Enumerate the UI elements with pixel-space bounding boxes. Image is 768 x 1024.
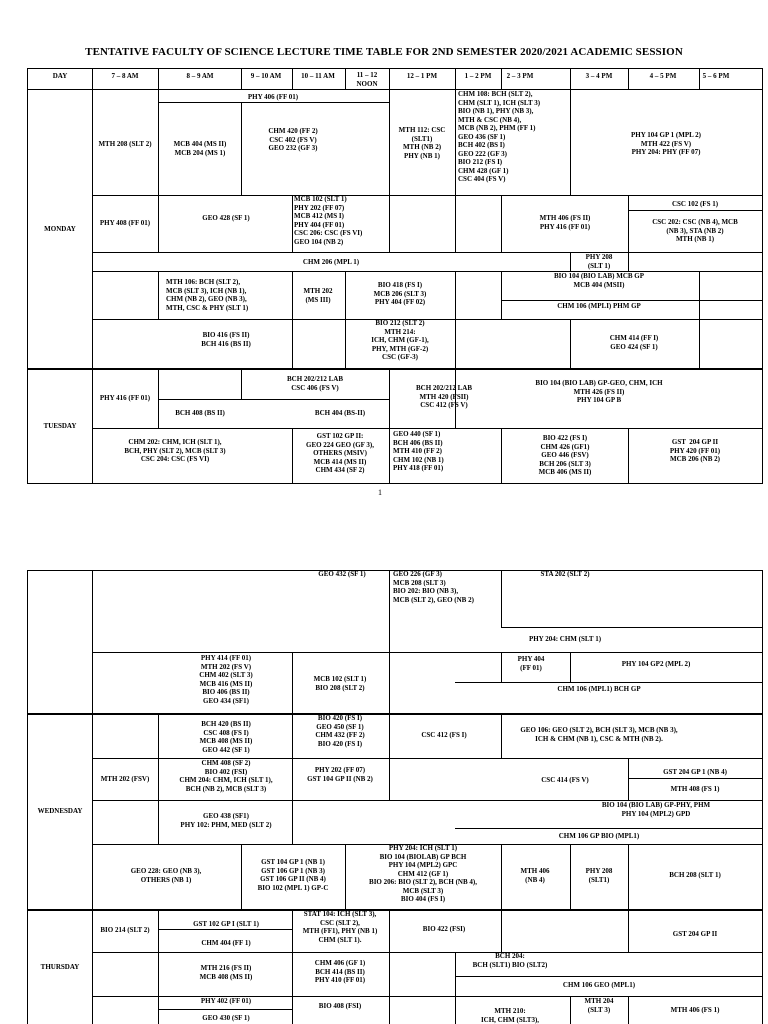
col-line [389,952,390,996]
cell: BIO 416 (FS II) BCH 416 (BS II) [201,331,251,348]
cell: MTH 406 (NB 4) [520,867,550,884]
cell: CHM 106 (MPL1) BCH GP [557,685,641,693]
page-title: TENTATIVE FACULTY OF SCIENCE LECTURE TIME TABLE FOR 2ND SEMESTER 2020/2021 ACADEMIC SESSION [85,46,683,58]
cell: PHY 408 (FF 01) [99,219,151,227]
row-line [92,252,763,253]
col-line [628,195,629,252]
cell: GST 104 GP 1 (NB 1) GST 106 GP 1 (NB 3) GST 106 GP II (NB 4) BIO 102 (MPL 1) GP-C [257,858,329,892]
cell: MTH 106: BCH (SLT 2), MCB (SLT 3), ICH (NB 1), CHM (NB 2), GEO (NB 3), MTH, CSC & PHY (SLT 1) [166,278,249,312]
col-line [570,252,571,271]
header-7am: 7 – 8 AM [111,72,139,80]
cell: BIO 422 (FSI) [422,925,466,933]
cell: MTH 202 (MS III) [303,287,333,304]
col-line [92,68,93,484]
col-line [241,102,242,195]
col-line [158,910,159,1024]
cell: GST 102 GP I (SLT 1) [193,920,259,928]
col-line [570,319,571,368]
cell: PHY 204: ICH (SLT 1) BIO 104 (BIOLAB) GP BCH PHY 104 (MPL2) GPC CHM 412 (GF 1) BIO 206: BIO (SLT 2), BCH (NB 4), MCB (SLT 3) BIO 404 (FS I) [369,844,477,903]
col-line [501,910,502,952]
day-tuesday: TUESDAY [43,422,77,430]
cell: GEO 428 (SF 1) [202,214,250,222]
cell: BIO 104 (BIO LAB) GP-GEO, CHM, ICH MTH 426 (FS II) PHY 104 GP B [535,379,663,404]
cell: CHM 408 (SF 2) BIO 402 (FSI) CHM 204: CHM, ICH (SLT 1), BCH (NB 2), MCB (SLT 3) [179,759,273,793]
cell: BCH 202/212 LAB MTH 420 (FSII) CSC 412 (FS V) [415,384,473,409]
cell: PHY 104 GP 1 (MPL 2) MTH 422 (FS V) PHY 204: PHY (FF 07) [631,131,701,156]
cell: CHM 206 (MPL 1) [302,258,360,266]
cell: GEO 430 (SF 1) [202,1014,250,1022]
day-wednesday: WEDNESDAY [37,807,83,815]
col-line [345,271,346,319]
cell: MTH 208 (SLT 2) [98,140,152,148]
cell: PHY 406 (FF 01) [247,93,299,101]
cell: CSC 412 (FS I) [421,731,467,739]
col-line [389,90,390,195]
col-line [628,758,629,800]
col-line [501,844,502,910]
cell: BCH 408 (BS II) [175,409,225,417]
col-line [501,570,502,627]
cell: GST 102 GP II: GEO 224 GEO (GF 3), OTHERS (MSIV) MCB 414 (MS II) CHM 434 (SF 2) [306,432,374,474]
col-line [570,996,571,1024]
cell: GEO 106: GEO (SLT 2), BCH (SLT 3), MCB (NB 3), ICH & CHM (NB 1), CSC & MTH (NB 2). [520,726,678,743]
col-line [570,652,571,682]
col-line [292,652,293,713]
cell: PHY 104 GP2 (MPL 2) [621,660,691,668]
col-line [345,319,346,368]
cell: BIO 104 (BIO LAB) GP-PHY, PHM PHY 104 (MPL2) GPD [601,801,711,818]
cell: BCH 420 (BS II) CSC 408 (FS I) MCB 408 (MS II) GEO 442 (SF 1) [199,720,253,754]
cell: CSC 414 (FS V) [541,776,589,784]
cell: PHY 202 (FF 07) GST 104 GP II (NB 2) [307,766,373,783]
col-line [158,800,159,844]
cell: GEO 432 (SF 1) [318,570,366,578]
col-line [158,368,159,428]
col-line [699,271,700,319]
header-12pm: 12 – 1 PM [406,72,438,80]
day-divider [27,909,763,911]
cell: MTH 406 (FS II) PHY 416 (FF 01) [539,214,591,231]
day-monday: MONDAY [44,225,76,233]
col-line [628,68,629,90]
col-line [92,570,93,1024]
row-line [455,976,763,977]
col-line [501,714,502,758]
row-line [92,271,763,272]
row-line [628,210,763,211]
cell: BCH 208 (SLT 1) [669,871,721,879]
cell: CHM 420 (FF 2) CSC 402 (FS V) GEO 232 (GF 3) [268,127,318,152]
row-line [158,929,292,930]
row-line [92,195,763,196]
cell: CHM 414 (FF I) GEO 424 (SF 1) [609,334,659,351]
col-line [345,844,346,910]
col-line [158,90,159,195]
col-line [455,195,456,252]
cell: BIO 422 (FS I) CHM 426 (GF1) GEO 446 (FSV) BCH 206 (SLT 3) MCB 406 (MS II) [538,434,592,476]
cell: GEO 440 (SF 1) BCH 406 (BS II) MTH 410 (FF 2) CHM 102 (NB 1) PHY 418 (FF 01) [393,430,444,472]
day-divider [27,713,763,715]
cell: PHY 416 (FF 01) [99,394,151,402]
col-line [455,90,456,195]
col-line [389,428,390,484]
col-line [241,844,242,910]
col-line [455,319,456,368]
col-line [292,319,293,368]
header-2pm: 2 – 3 PM [506,72,534,80]
col-line [389,570,390,652]
cell: GEO 226 (GF 3) MCB 208 (SLT 3) BIO 202: BIO (NB 3), MCB (SLT 2), GEO (NB 2) [393,570,474,604]
header-5pm: 5 – 6 PM [702,72,730,80]
col-line [292,910,293,1024]
col-line [158,271,159,319]
cell: GEO 228: GEO (NB 3), OTHERS (NB 1) [130,867,202,884]
header-4pm: 4 – 5 PM [649,72,677,80]
col-line [455,271,456,319]
col-line [241,68,242,90]
cell: GST 204 GP II PHY 420 (FF 01) MCB 206 (NB 2) [669,438,721,463]
cell: CHM 404 (FF 1) [201,939,251,947]
cell: GST 204 GP II [672,930,718,938]
header-10am: 10 – 11 AM [301,72,335,80]
header-divider [27,89,763,90]
col-line [570,90,571,195]
row-line [158,1009,292,1010]
col-line [501,271,502,319]
col-line [699,319,700,368]
cell: PHY 404 (FF 01) [517,655,545,672]
col-line [628,252,629,271]
row-line [158,399,389,400]
row-line [92,952,763,953]
col-line [158,714,159,800]
cell: CHM 106 GP BIO (MPL1) [558,832,640,840]
cell: MCB 102 (SLT 1) PHY 202 (FF 07) MCB 412 (MS I) PHY 404 (FF 01) CSC 206: CSC (FS VI) GEO 104 (NB 2) [294,195,363,246]
col-line [389,996,390,1024]
col-line [570,844,571,910]
cell: CHM 108: BCH (SLT 2), CHM (SLT 1), ICH (SLT 3) BIO (NB 1), PHY (NB 3), MTH & CSC (NB 4), MCB (NB 2), PHM (FF 1) GEO 436 (SF 1) BCH 402 (BS I) GEO 222 (GF 3) BIO 212 (FS I) CHM 428 (GF 1) CSC 404 (FS V) [458,90,541,183]
col-line [389,714,390,800]
cell: CHM 406 (GF 1) BCH 414 (BS II) PHY 410 (FF 01) [314,959,366,984]
header-3pm: 3 – 4 PM [585,72,613,80]
col-line [292,68,293,90]
table-left-border [27,570,28,1024]
col-line [628,844,629,910]
col-line [292,714,293,800]
col-line [345,68,346,90]
row-line [92,996,763,997]
cell: BIO 418 (FS I) MCB 206 (SLT 3) PHY 404 (FF 02) [373,281,427,306]
col-line [570,68,571,90]
cell: MTH 210: ICH, CHM (SLT3), [480,1007,540,1024]
row-line [92,428,763,429]
col-line [455,952,456,996]
row-line [628,778,763,779]
header-11am: 11 – 12 NOON [356,71,378,88]
cell: PHY 208 (SLT 1) [585,253,613,270]
col-line [699,68,700,90]
cell: PHY 208 (SLT1) [585,867,613,884]
cell: CHM 202: CHM, ICH (SLT 1), BCH, PHY (SLT 2), MCB (SLT 3) CSC 204: CSC (FS VI) [124,438,226,463]
cell: GST 204 GP 1 (NB 4) [663,768,727,776]
col-line [158,68,159,90]
col-line [389,652,390,713]
cell: BCH 404 (BS-II) [314,409,366,417]
col-line [389,910,390,952]
cell: CSC 102 (FS 1) [671,200,719,208]
col-line [455,68,456,90]
day-thursday: THURSDAY [40,963,80,971]
row-line [501,300,763,301]
col-line [389,195,390,252]
row-line [158,102,389,103]
col-line [389,68,390,90]
col-line [455,996,456,1024]
col-line [501,428,502,484]
col-line [292,800,293,844]
row-line [92,652,763,653]
header-9am: 9 – 10 AM [250,72,282,80]
row-line [455,828,763,829]
cell: CHM 106 GEO (MPL1) [562,981,636,989]
cell: MCB 404 (MS II) MCB 204 (MS 1) [173,140,227,157]
header-1pm: 1 – 2 PM [464,72,492,80]
cell: CHM 106 (MPLI) PHM GP [557,302,641,310]
col-line [389,368,390,428]
cell: BIO 408 (FSI) [318,1002,362,1010]
day-divider [27,368,763,370]
col-line [628,996,629,1024]
col-line [501,195,502,252]
row-line [455,682,763,683]
row-line [501,627,763,628]
col-line [628,910,629,952]
cell: CSC 202: CSC (NB 4), MCB (NB 3), STA (NB 2) MTH (NB 1) [652,218,738,243]
cell: BIO 420 (FS I) GEO 450 (SF 1) CHM 432 (FF 2) BIO 420 (FS I) [315,714,365,748]
header-8am: 8 – 9 AM [186,72,214,80]
cell: MTH 406 (FS 1) [670,1006,720,1014]
cell: BIO 212 (SLT 2) MTH 214: ICH, CHM (GF-1), PHY, MTH (GF-2) CSC (GF-3) [371,319,429,361]
col-line [501,652,502,682]
cell: MTH 204 (SLT 3) [584,997,614,1014]
col-line [628,428,629,484]
cell: MTH 112: CSC (SLT1) MTH (NB 2) PHY (NB 1) [398,126,446,160]
cell: BIO 104 (BIO LAB) MCB GP MCB 404 (MSII) [553,272,645,289]
cell: MTH 202 (FSV) [100,775,150,783]
header-day: DAY [52,72,68,80]
col-line [292,195,293,252]
cell: PHY 414 (FF 01) MTH 202 (FS V) CHM 402 (SLT 3) MCB 416 (MS II) BIO 406 (BS II) GEO 434 (SF1) [199,654,253,705]
col-line [241,368,242,399]
cell: MTH 216 (FS II) MCB 408 (MS II) [199,964,253,981]
col-line [292,271,293,319]
cell: PHY 204: CHM (SLT 1) [528,635,602,643]
col-line [292,428,293,484]
cell: MCB 102 (SLT 1) BIO 208 (SLT 2) [313,675,367,692]
page-number: 1 [378,488,382,497]
cell: PHY 402 (FF 01) [200,997,252,1005]
cell: BIO 214 (SLT 2) [100,926,150,934]
col-line [501,68,502,90]
col-line [158,195,159,252]
table-right-border [762,570,763,1024]
cell: BCH 202/212 LAB CSC 406 (FS V) [286,375,344,392]
cell: MTH 408 (FS 1) [670,785,720,793]
cell: STAT 104: ICH (SLT 3), CSC (SLT 2), MTH (FF1), PHY (NB 1) CHM (SLT 1). [302,910,378,944]
cell: GEO 438 (SF1) PHY 102: PHM, MED (SLT 2) [180,812,272,829]
cell: BCH 204: BCH (SLT1) BIO (SLT2) [472,952,548,969]
cell: STA 202 (SLT 2) [540,570,590,578]
